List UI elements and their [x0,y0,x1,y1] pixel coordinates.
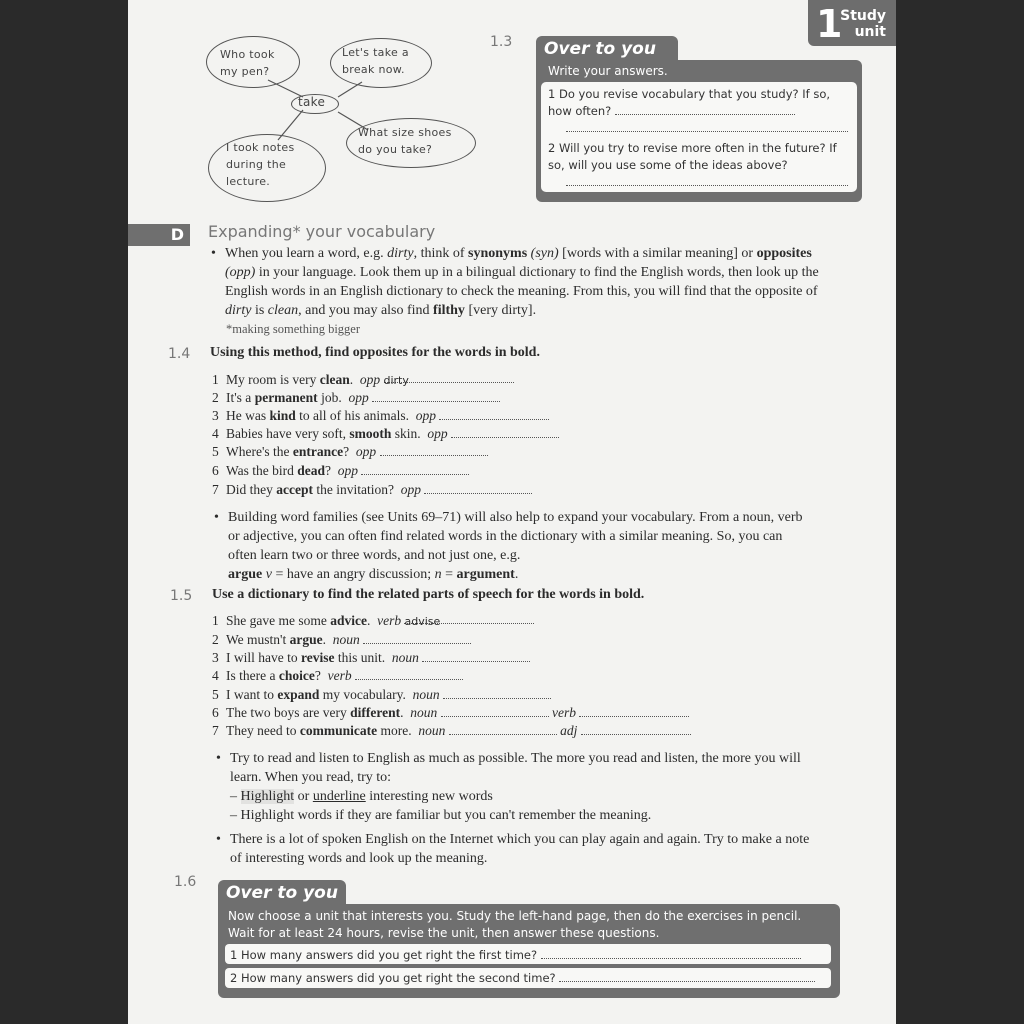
over-to-you-title: Over to you [536,36,678,62]
ex15-item: 7 They need to communicate more. noun adj [212,722,691,740]
exercise-number: 1.6 [174,874,197,890]
unit-label: Study unit [840,8,886,40]
footnote: *making something bigger [226,322,361,336]
ex14-item: 2 It's a permanent job. opp [212,389,500,407]
bubble-text: I took notes during the lecture. [226,141,295,188]
bullet-read-listen: • Try to read and listen to English as much as possible. The more you read and listen, the more you will learn. When you read, try to: – Highlight or underline interesting new words – Highlight words if they are familiar but you can't remember the meaning. [230,749,810,825]
section-title: Expanding* your vocabulary [208,222,436,241]
ex14-item: 6 Was the bird dead? opp [212,462,469,480]
section-letter: D [128,224,190,246]
bubble-text: Who took my pen? [220,48,275,78]
ex15-item: 4 Is there a choice? verb [212,667,463,685]
question-1: 1 How many answers did you get right the first time? [230,947,830,964]
ex14-item: 5 Where's the entrance? opp [212,443,488,461]
over-to-you-title: Over to you [218,880,346,906]
exercise-number: 1.4 [168,346,191,362]
exercise-heading: Use a dictionary to find the related parts of speech for the words in bold. [212,587,645,602]
question-2: 2 How many answers did you get right the second time? [230,970,830,987]
ex15-item: 3 I will have to revise this unit. noun [212,649,530,667]
bullet-word-families: • Building word families (see Units 69–71) will also help to expand your vocabulary. From a noun, verb or adjective, you can often find related words in the dictionary with a similar meaning. So, you can often learn two or three words, and not just one, e.g. argue v = have an angry discussion; n = argument. [228,508,808,584]
ex14-item: 3 He was kind to all of his animals. opp [212,407,549,425]
exercise-number: 1.5 [170,588,193,604]
textbook-page [128,0,896,1024]
ex14-item: 1 My room is very clean. opp dirty [212,371,514,389]
bullet-internet: • There is a lot of spoken English on the Internet which you can play again and again. Try to make a note of interesting words and look up the meaning. [230,830,810,868]
exercise-number: 1.3 [490,34,513,50]
ex15-item: 2 We mustn't argue. noun [212,631,471,649]
bubble-text: Let's take a break now. [342,46,409,76]
ex14-item: 7 Did they accept the invitation? opp [212,481,532,499]
center-word: take [298,95,326,109]
over-to-you-instruction: Now choose a unit that interests you. Study the left-hand page, then do the exercises in pencil. Wait for at least 24 hours, revise the unit, then answer these questions. [228,909,802,940]
ex15-item: 5 I want to expand my vocabulary. noun [212,686,551,704]
bullet-synonyms: • When you learn a word, e.g. dirty, think of synonyms (syn) [words with a similar meaning] or opposites (opp) in your language. Look them up in a bilingual dictionary to find the English words, then look up the English words in an English dictionary to check the meaning. From this, you will find that the opposite of dirty is clean, and you may also find filthy [very dirty]. [225,244,825,320]
bubble-text: What size shoes do you take? [358,126,452,156]
ex15-item: 1 She gave me some advice. verb advise [212,612,534,630]
question-2: 2 Will you try to revise more often in the future? If so, will you use some of the ideas above? [548,140,848,191]
ex15-item: 6 The two boys are very different. noun verb [212,704,689,722]
ex14-item: 4 Babies have very soft, smooth skin. opp [212,425,559,443]
question-1: 1 Do you revise vocabulary that you study? If so, how often? [548,86,848,137]
unit-tab [808,0,896,46]
unit-number: 1 [816,2,843,46]
over-to-you-instruction: Write your answers. [548,64,668,78]
exercise-heading: Using this method, find opposites for the words in bold. [210,345,540,360]
